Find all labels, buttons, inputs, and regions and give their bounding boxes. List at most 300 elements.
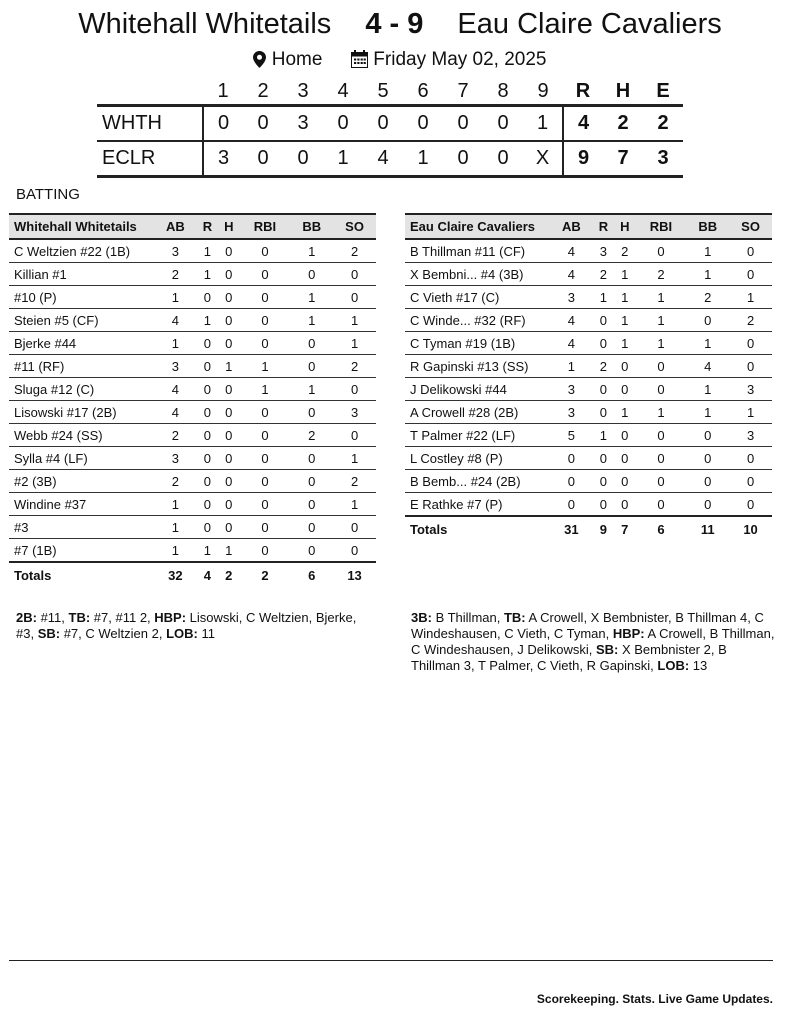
inning-score: 0	[443, 141, 483, 177]
stat-so: 1	[333, 493, 376, 516]
game-header	[0, 4, 800, 74]
stat-so: 0	[729, 263, 772, 286]
stat-so: 0	[333, 424, 376, 447]
errors-header: E	[656, 79, 670, 102]
total-r: 4	[197, 562, 218, 587]
player-name: Sluga #12 (C)	[9, 378, 154, 401]
stat-so: 0	[333, 516, 376, 539]
note-label: 3B:	[411, 610, 432, 625]
note-label: HBP:	[154, 610, 187, 625]
player-name: Lisowski #17 (2B)	[9, 401, 154, 424]
rbi-header: RBI	[635, 214, 686, 239]
stat-bb: 1	[290, 309, 333, 332]
note-label: LOB:	[166, 626, 198, 641]
player-row	[405, 378, 772, 401]
stat-r: 2	[593, 263, 614, 286]
stat-so: 1	[729, 401, 772, 424]
player-row	[405, 401, 772, 424]
note-text: #7, #11 2,	[90, 610, 155, 625]
player-row	[9, 493, 376, 516]
note-label: SB:	[37, 626, 61, 641]
stat-h: 2	[614, 239, 635, 263]
stat-ab: 2	[154, 470, 197, 493]
stat-so: 0	[729, 332, 772, 355]
stat-r: 0	[593, 470, 614, 493]
stat-r: 0	[197, 424, 218, 447]
errors-total: 3	[643, 141, 683, 177]
stat-ab: 1	[154, 539, 197, 563]
stat-rbi: 0	[635, 470, 686, 493]
player-row	[405, 355, 772, 378]
stat-r: 0	[197, 286, 218, 309]
linescore-team: ECLR	[97, 141, 203, 177]
total-so: 10	[729, 516, 772, 541]
stat-bb: 1	[290, 286, 333, 309]
stat-rbi: 0	[635, 239, 686, 263]
away-batting-table	[9, 213, 376, 587]
stat-rbi: 0	[239, 263, 290, 286]
batting-rows	[405, 239, 772, 516]
so-header: SO	[333, 214, 376, 239]
stat-ab: 0	[550, 447, 593, 470]
player-name: B Bemb... #24 (2B)	[405, 470, 550, 493]
stat-bb: 1	[290, 239, 333, 263]
player-row	[405, 309, 772, 332]
h-header: H	[218, 214, 239, 239]
game-info	[0, 46, 800, 74]
player-name: J Delikowski #44	[405, 378, 550, 401]
inning-header: 8	[497, 79, 509, 102]
inning-score: 0	[443, 106, 483, 142]
note-label: HBP:	[612, 626, 645, 641]
player-row	[9, 309, 376, 332]
stat-r: 0	[593, 332, 614, 355]
totals-row	[405, 516, 772, 541]
batting-header-row	[9, 214, 376, 239]
stat-rbi: 0	[239, 401, 290, 424]
stat-so: 0	[729, 355, 772, 378]
stat-bb: 0	[290, 516, 333, 539]
away-team-name: Whitehall Whitetails	[78, 8, 332, 40]
stat-r: 0	[197, 355, 218, 378]
stat-rbi: 0	[239, 470, 290, 493]
team-column-header: Eau Claire Cavaliers	[405, 214, 550, 239]
stat-r: 0	[197, 378, 218, 401]
stat-ab: 2	[154, 424, 197, 447]
player-row	[405, 239, 772, 263]
stat-r: 0	[593, 493, 614, 517]
stat-so: 1	[333, 447, 376, 470]
stat-h: 0	[218, 309, 239, 332]
stat-so: 0	[729, 470, 772, 493]
stat-bb: 1	[686, 239, 729, 263]
stat-h: 0	[614, 447, 635, 470]
inning-score: 0	[243, 106, 283, 142]
player-row	[405, 286, 772, 309]
stat-ab: 0	[550, 470, 593, 493]
stat-bb: 1	[686, 263, 729, 286]
player-name: E Rathke #7 (P)	[405, 493, 550, 517]
player-row	[9, 516, 376, 539]
note-text: X Bembnister 2, B Thillman 3, T Palmer, C Vieth, R Gapinski,	[411, 642, 727, 673]
stat-ab: 3	[154, 355, 197, 378]
stat-ab: 2	[154, 263, 197, 286]
stat-rbi: 0	[635, 493, 686, 517]
stat-ab: 5	[550, 424, 593, 447]
stat-ab: 4	[550, 239, 593, 263]
player-row	[9, 470, 376, 493]
stat-r: 0	[197, 516, 218, 539]
away-batting-notes	[16, 610, 361, 642]
stat-ab: 1	[154, 516, 197, 539]
stat-bb: 0	[686, 470, 729, 493]
stat-rbi: 1	[239, 378, 290, 401]
total-rbi: 6	[635, 516, 686, 541]
stat-so: 2	[333, 470, 376, 493]
stat-ab: 3	[550, 378, 593, 401]
player-name: T Palmer #22 (LF)	[405, 424, 550, 447]
inning-header: 9	[537, 79, 549, 102]
ab-header: AB	[550, 214, 593, 239]
stat-h: 0	[614, 424, 635, 447]
player-row	[405, 424, 772, 447]
stat-h: 0	[218, 493, 239, 516]
stat-h: 0	[614, 470, 635, 493]
stat-ab: 1	[550, 355, 593, 378]
stat-r: 0	[197, 332, 218, 355]
inning-header: 1	[217, 79, 229, 102]
batting-header-row	[405, 214, 772, 239]
player-name: #11 (RF)	[9, 355, 154, 378]
player-name: C Weltzien #22 (1B)	[9, 239, 154, 263]
stat-so: 1	[333, 309, 376, 332]
stat-bb: 1	[290, 378, 333, 401]
linescore-table	[97, 78, 683, 178]
stat-bb: 0	[290, 332, 333, 355]
stat-ab: 0	[550, 493, 593, 517]
stat-bb: 0	[290, 401, 333, 424]
stat-rbi: 0	[635, 378, 686, 401]
player-name: A Crowell #28 (2B)	[405, 401, 550, 424]
inning-score: 0	[483, 141, 523, 177]
stat-so: 0	[729, 447, 772, 470]
inning-score: 0	[363, 106, 403, 142]
stat-h: 0	[218, 447, 239, 470]
stat-r: 1	[197, 539, 218, 563]
stat-rbi: 1	[635, 332, 686, 355]
note-text: #7, C Weltzien 2,	[60, 626, 167, 641]
player-row	[9, 424, 376, 447]
stat-bb: 0	[290, 355, 333, 378]
stat-ab: 4	[550, 309, 593, 332]
stat-ab: 1	[154, 286, 197, 309]
stat-ab: 3	[550, 286, 593, 309]
stat-rbi: 0	[635, 355, 686, 378]
home-batting-notes	[411, 610, 776, 674]
stat-ab: 1	[154, 493, 197, 516]
player-name: L Costley #8 (P)	[405, 447, 550, 470]
footer-divider	[9, 960, 773, 961]
inning-header: 3	[297, 79, 309, 102]
stat-bb: 0	[290, 493, 333, 516]
player-row	[9, 286, 376, 309]
stat-h: 1	[614, 263, 635, 286]
stat-ab: 3	[154, 447, 197, 470]
player-name: #2 (3B)	[9, 470, 154, 493]
batting-section-title: BATTING	[16, 186, 80, 203]
stat-r: 1	[593, 424, 614, 447]
runs-total: 9	[563, 141, 603, 177]
hits-total: 7	[603, 141, 643, 177]
stat-r: 0	[197, 401, 218, 424]
stat-r: 1	[197, 239, 218, 263]
stat-so: 0	[333, 539, 376, 563]
map-pin-icon	[253, 49, 271, 70]
player-row	[405, 493, 772, 517]
inning-score: 0	[403, 106, 443, 142]
stat-ab: 4	[154, 309, 197, 332]
bb-header: BB	[686, 214, 729, 239]
total-h: 7	[614, 516, 635, 541]
stat-so: 3	[729, 424, 772, 447]
runs-total: 4	[563, 106, 603, 142]
player-row	[9, 447, 376, 470]
stat-h: 1	[218, 355, 239, 378]
stat-bb: 0	[686, 493, 729, 517]
note-text: B Thillman,	[431, 610, 504, 625]
hits-total: 2	[603, 106, 643, 142]
stat-bb: 2	[290, 424, 333, 447]
inning-score: 1	[403, 141, 443, 177]
stat-r: 1	[197, 263, 218, 286]
stat-r: 0	[197, 470, 218, 493]
player-row	[405, 447, 772, 470]
player-name: Sylla #4 (LF)	[9, 447, 154, 470]
note-label: TB:	[68, 610, 91, 625]
stat-rbi: 0	[239, 539, 290, 563]
calendar-icon	[351, 49, 373, 70]
stat-h: 0	[218, 332, 239, 355]
inning-score: 1	[523, 106, 563, 142]
team-column-header: Whitehall Whitetails	[9, 214, 154, 239]
inning-header: 5	[377, 79, 389, 102]
stat-rbi: 1	[635, 401, 686, 424]
stat-bb: 0	[290, 263, 333, 286]
player-name: C Tyman #19 (1B)	[405, 332, 550, 355]
stat-rbi: 2	[635, 263, 686, 286]
note-text: 11	[197, 626, 215, 641]
stat-so: 0	[729, 493, 772, 517]
player-name: Windine #37	[9, 493, 154, 516]
player-row	[9, 263, 376, 286]
note-text: A Crowell, B Thillman, C Windeshausen, J Delikowski,	[411, 626, 775, 657]
stat-so: 3	[333, 401, 376, 424]
stat-h: 1	[218, 539, 239, 563]
linescore-header	[97, 78, 683, 106]
linescore-row-home	[97, 141, 683, 177]
player-name: C Winde... #32 (RF)	[405, 309, 550, 332]
total-so: 13	[333, 562, 376, 587]
stat-ab: 4	[550, 263, 593, 286]
stat-ab: 1	[154, 332, 197, 355]
note-label: LOB:	[657, 658, 690, 673]
inning-score: 0	[323, 106, 363, 142]
so-header: SO	[729, 214, 772, 239]
player-name: #10 (P)	[9, 286, 154, 309]
bb-header: BB	[290, 214, 333, 239]
stat-rbi: 0	[239, 286, 290, 309]
batting-rows	[9, 239, 376, 562]
home-batting-table	[405, 213, 772, 541]
stat-so: 1	[729, 286, 772, 309]
stat-so: 0	[729, 239, 772, 263]
stat-h: 0	[218, 239, 239, 263]
stat-rbi: 0	[239, 332, 290, 355]
player-row	[9, 332, 376, 355]
stat-r: 1	[197, 309, 218, 332]
stat-so: 1	[333, 332, 376, 355]
final-score: 4 - 9	[365, 8, 424, 40]
linescore-team: WHTH	[97, 106, 203, 142]
errors-total: 2	[643, 106, 683, 142]
player-name: Webb #24 (SS)	[9, 424, 154, 447]
stat-r: 0	[197, 493, 218, 516]
stat-so: 2	[333, 239, 376, 263]
player-row	[405, 263, 772, 286]
stat-so: 2	[333, 355, 376, 378]
inning-score: 3	[203, 141, 243, 177]
totals-row	[9, 562, 376, 587]
stat-so: 0	[333, 286, 376, 309]
player-name: Bjerke #44	[9, 332, 154, 355]
total-bb: 11	[686, 516, 729, 541]
ab-header: AB	[154, 214, 197, 239]
stat-rbi: 0	[635, 447, 686, 470]
location-label: Home	[271, 49, 323, 70]
player-name: Killian #1	[9, 263, 154, 286]
stat-ab: 4	[154, 378, 197, 401]
stat-r: 0	[197, 447, 218, 470]
note-label: 2B:	[16, 610, 37, 625]
runs-header: R	[575, 79, 591, 102]
linescore-row-away	[97, 106, 683, 142]
stat-h: 0	[218, 401, 239, 424]
stat-ab: 4	[154, 401, 197, 424]
player-row	[9, 539, 376, 563]
stat-bb: 1	[686, 401, 729, 424]
stat-ab: 3	[154, 239, 197, 263]
stat-h: 1	[614, 401, 635, 424]
stat-h: 0	[614, 355, 635, 378]
player-row	[9, 401, 376, 424]
hits-header: H	[615, 79, 631, 102]
inning-header: 2	[257, 79, 269, 102]
player-name: B Thillman #11 (CF)	[405, 239, 550, 263]
stat-rbi: 0	[239, 309, 290, 332]
total-ab: 32	[154, 562, 197, 587]
inning-score: 0	[243, 141, 283, 177]
stat-h: 0	[614, 378, 635, 401]
player-name: X Bembni... #4 (3B)	[405, 263, 550, 286]
player-name: R Gapinski #13 (SS)	[405, 355, 550, 378]
total-rbi: 2	[239, 562, 290, 587]
stat-h: 0	[218, 286, 239, 309]
home-team-name: Eau Claire Cavaliers	[457, 8, 722, 40]
stat-so: 2	[729, 309, 772, 332]
stat-bb: 0	[686, 447, 729, 470]
inning-score: 4	[363, 141, 403, 177]
totals-label: Totals	[9, 562, 154, 587]
stat-rbi: 0	[239, 239, 290, 263]
total-h: 2	[218, 562, 239, 587]
stat-r: 3	[593, 239, 614, 263]
note-label: SB:	[595, 642, 619, 657]
stat-h: 1	[614, 332, 635, 355]
stat-so: 0	[333, 263, 376, 286]
stat-bb: 2	[686, 286, 729, 309]
note-text: 13	[689, 658, 708, 673]
stat-rbi: 0	[239, 447, 290, 470]
player-name: Steien #5 (CF)	[9, 309, 154, 332]
r-header: R	[197, 214, 218, 239]
stat-r: 1	[593, 286, 614, 309]
stat-rbi: 1	[635, 286, 686, 309]
stat-h: 0	[218, 470, 239, 493]
player-row	[9, 355, 376, 378]
player-row	[9, 239, 376, 263]
stat-bb: 0	[290, 447, 333, 470]
stat-rbi: 0	[239, 516, 290, 539]
inning-score: 0	[483, 106, 523, 142]
stat-bb: 0	[686, 309, 729, 332]
stat-h: 0	[218, 516, 239, 539]
stat-ab: 3	[550, 401, 593, 424]
inning-score: 3	[283, 106, 323, 142]
stat-bb: 1	[686, 332, 729, 355]
inning-header: 4	[337, 79, 349, 102]
inning-score: X	[523, 141, 563, 177]
stat-r: 0	[593, 378, 614, 401]
totals-label: Totals	[405, 516, 550, 541]
player-name: #7 (1B)	[9, 539, 154, 563]
stat-r: 0	[593, 401, 614, 424]
player-row	[9, 378, 376, 401]
stat-rbi: 0	[239, 493, 290, 516]
inning-score: 1	[323, 141, 363, 177]
stat-h: 0	[614, 493, 635, 517]
total-bb: 6	[290, 562, 333, 587]
stat-h: 1	[614, 286, 635, 309]
stat-bb: 1	[686, 378, 729, 401]
inning-score: 0	[283, 141, 323, 177]
total-ab: 31	[550, 516, 593, 541]
note-label: TB:	[503, 610, 526, 625]
player-row	[405, 332, 772, 355]
stat-ab: 4	[550, 332, 593, 355]
player-name: C Vieth #17 (C)	[405, 286, 550, 309]
r-header: R	[593, 214, 614, 239]
h-header: H	[614, 214, 635, 239]
note-text: #11,	[36, 610, 69, 625]
matchup-title	[0, 4, 800, 44]
stat-bb: 0	[290, 539, 333, 563]
rbi-header: RBI	[239, 214, 290, 239]
stat-rbi: 0	[239, 424, 290, 447]
stat-rbi: 0	[635, 424, 686, 447]
stat-bb: 0	[686, 424, 729, 447]
stat-rbi: 1	[635, 309, 686, 332]
stat-bb: 4	[686, 355, 729, 378]
